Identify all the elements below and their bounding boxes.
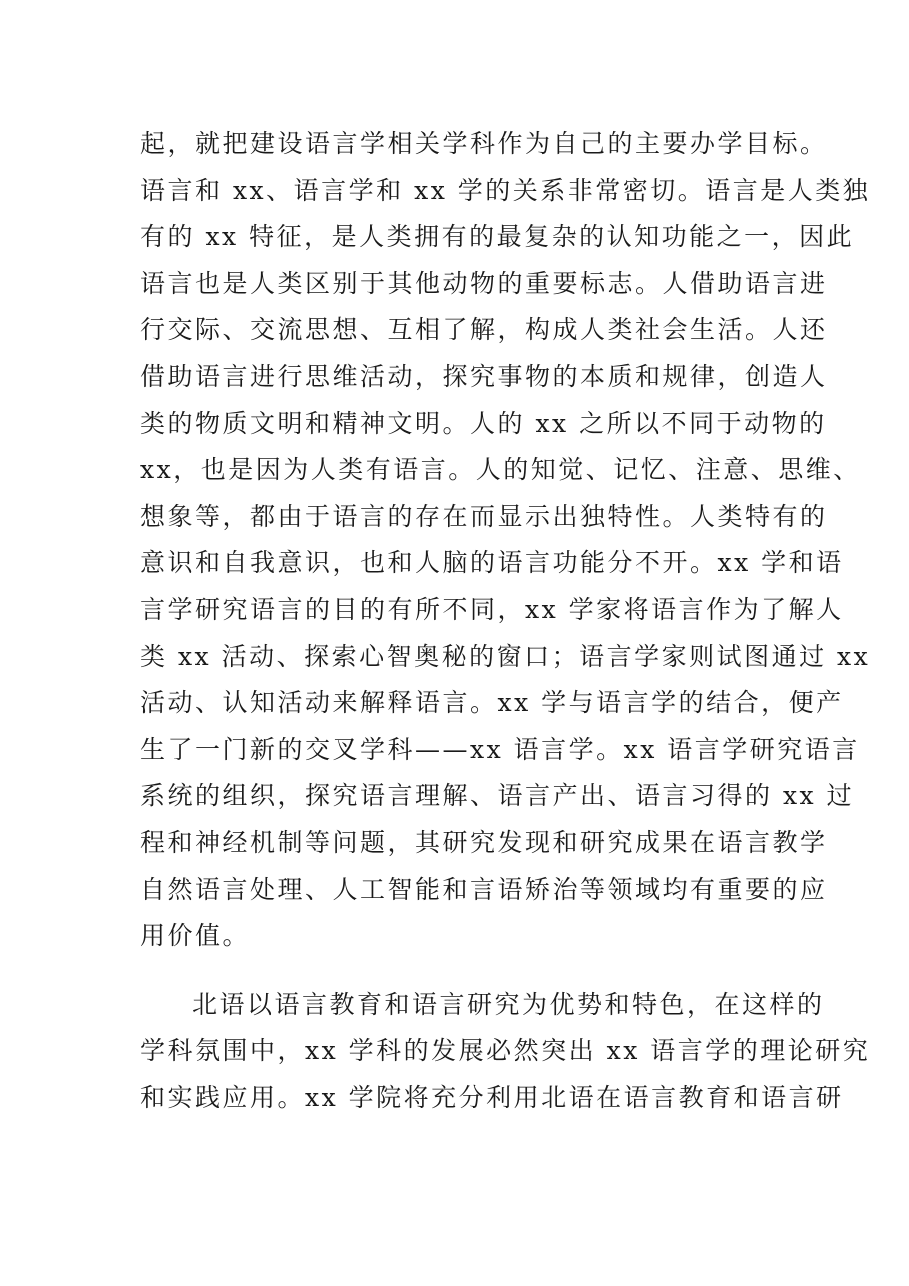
text-line: 类 xx 活动、探索心智奥秘的窗口；语言学家则试图通过 xx — [140, 641, 871, 671]
text-line: 语言也是人类区别于其他动物的重要标志。人借助语言进 — [140, 268, 828, 298]
text-line: 活动、认知活动来解释语言。xx 学与语言学的结合，便产 — [140, 688, 844, 718]
paragraph-2 — [140, 982, 871, 1122]
text-line: 学科氛围中，xx 学科的发展必然突出 xx 语言学的理论研究 — [140, 1036, 871, 1066]
text-line: 北语以语言教育和语言研究为优势和特色，在这样的 — [192, 989, 825, 1019]
text-line: 程和神经机制等问题，其研究发现和研究成果在语言教学 — [140, 827, 828, 857]
text-line: 用价值。 — [140, 921, 251, 951]
text-line: 想象等，都由于语言的存在而显示出独特性。人类特有的 — [140, 501, 828, 531]
text-line: 有的 xx 特征，是人类拥有的最复杂的认知功能之一，因此 — [140, 222, 855, 252]
text-line: xx，也是因为人类有语言。人的知觉、记忆、注意、思维、 — [140, 455, 861, 485]
text-line: 类的物质文明和精神文明。人的 xx 之所以不同于动物的 — [140, 408, 827, 438]
text-line: 语言和 xx、语言学和 xx 学的关系非常密切。语言是人类独 — [140, 175, 871, 205]
paragraph-1 — [140, 121, 871, 960]
text-line: 系统的组织，探究语言理解、语言产出、语言习得的 xx 过 — [140, 781, 855, 811]
text-line: 意识和自我意识，也和人脑的语言功能分不开。xx 学和语 — [140, 548, 844, 578]
text-line: 借助语言进行思维活动，探究事物的本质和规律，创造人 — [140, 361, 828, 391]
paragraph-spacer — [140, 960, 790, 982]
text-line: 自然语言处理、人工智能和言语矫治等领域均有重要的应 — [140, 874, 828, 904]
document-body — [140, 121, 871, 1121]
text-line: 起，就把建设语言学相关学科作为自己的主要办学目标。 — [140, 129, 828, 158]
text-line: 生了一门新的交叉学科——xx 语言学。xx 语言学研究语言 — [140, 734, 860, 764]
text-line: 行交际、交流思想、互相了解，构成人类社会生活。人还 — [140, 315, 828, 345]
text-line: 言学研究语言的目的有所不同，xx 学家将语言作为了解人 — [140, 594, 844, 624]
text-line: 和实践应用。xx 学院将充分利用北语在语言教育和语言研 — [140, 1082, 844, 1112]
